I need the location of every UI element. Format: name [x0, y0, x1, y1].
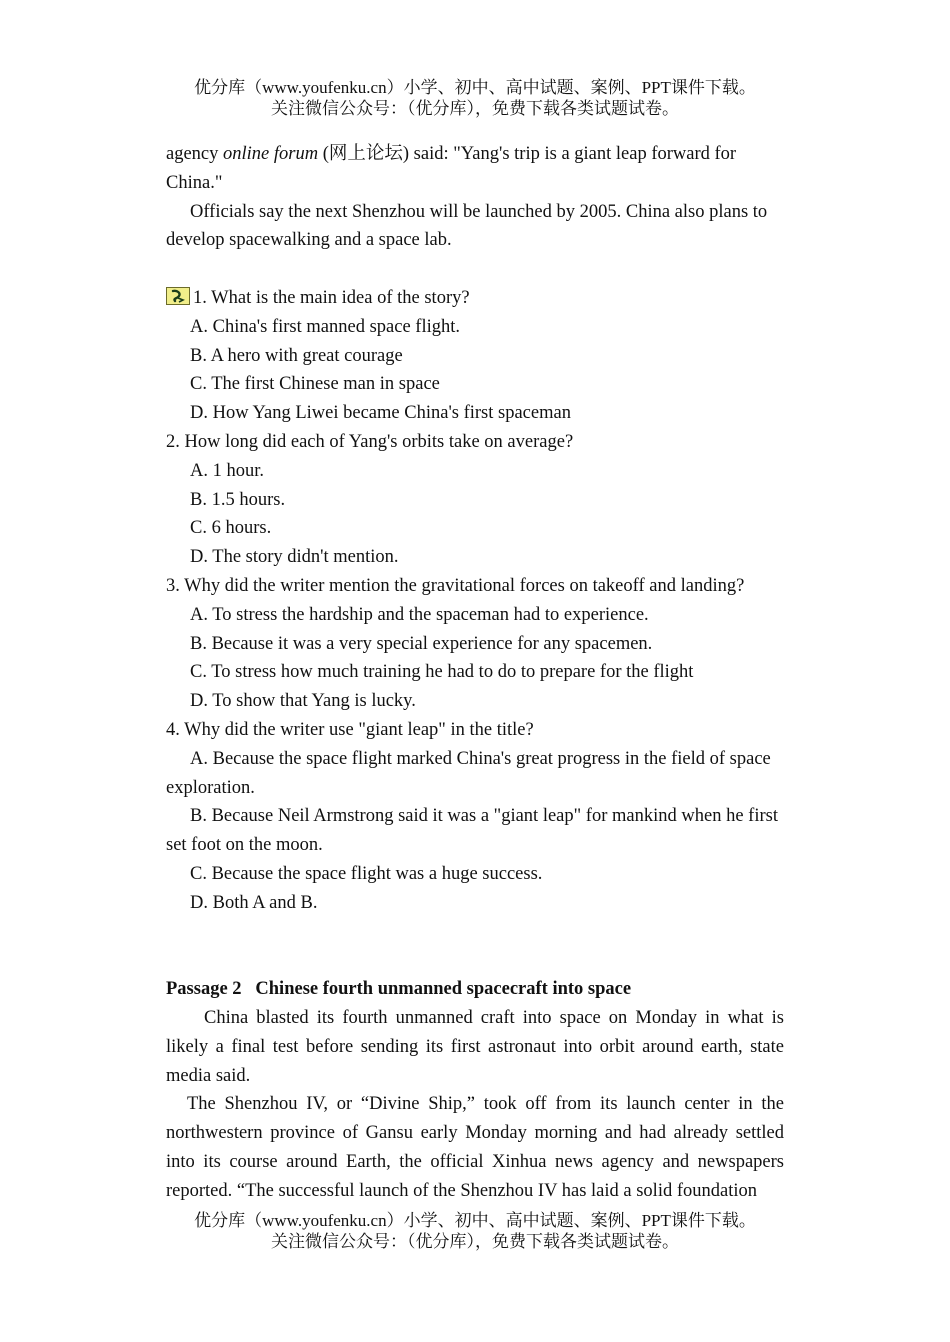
option-d: D. Both A and B.: [190, 892, 318, 913]
spacer: [166, 918, 784, 976]
option-d: D. How Yang Liwei became China's first spaceman: [190, 403, 571, 424]
option-a: A. China's first manned space flight.: [190, 316, 460, 337]
spacer: [166, 255, 784, 284]
passage-2-paragraph-2: The Shenzhou IV, or “Divine Ship,” took off from its launch center in the northwestern province of Gansu early Monday morning and had already settled into its course around Earth, the official Xinhua news agency and newspapers reported. “The successful launch of the Shenzhou IV has laid a solid foundation: [166, 1094, 784, 1201]
option-c: C. The first Chinese man in space: [190, 374, 440, 395]
exercise-marker-icon: [166, 287, 190, 305]
question-stem: 1. What is the main idea of the story?: [166, 284, 784, 313]
page-header: [0, 77, 950, 119]
option-b: B. A hero with great courage: [190, 345, 403, 366]
question-4: [166, 716, 784, 918]
online-forum-term: online forum: [223, 144, 319, 164]
option-a: A. 1 hour.: [190, 460, 264, 481]
question-stem: 3. Why did the writer mention the gravitational forces on takeoff and landing?: [166, 575, 745, 596]
footer-line-1: 优分库（www.youfenku.cn）小学、初中、高中试题、案例、PPT课件下载。: [194, 1211, 756, 1230]
intro-paragraph-2: Officials say the next Shenzhou will be launched by 2005. China also plans to develop spacewalking and a space lab.: [166, 201, 768, 251]
option-a: A. To stress the hardship and the spaceman had to experience.: [190, 604, 649, 625]
option-d: D. To show that Yang is lucky.: [190, 691, 416, 712]
option-b: B. Because Neil Armstrong said it was a "giant leap" for mankind when he first set foot on the moon.: [166, 806, 778, 856]
header-line-2: 关注微信公众号：（优分库），免费下载各类试题试卷。: [271, 99, 679, 118]
question-stem: 2. How long did each of Yang's orbits take on average?: [166, 431, 574, 452]
option-c: C. Because the space flight was a huge success.: [190, 863, 543, 884]
option-c: C. To stress how much training he had to do to prepare for the flight: [190, 662, 694, 683]
option-c: C. 6 hours.: [190, 518, 272, 539]
header-line-1: 优分库（www.youfenku.cn）小学、初中、高中试题、案例、PPT课件下载。: [194, 78, 756, 97]
intro-paragraph-1: agency online forum (网上论坛) said: "Yang's trip is a giant leap forward for China.": [166, 144, 737, 193]
option-d: D. The story didn't mention.: [190, 547, 399, 568]
document-body: [166, 140, 784, 1205]
passage-2-paragraph-1: China blasted its fourth unmanned craft into space on Monday in what is likely a final test before sending its first astronaut into orbit around earth, state media said.: [166, 1007, 784, 1086]
question-2: [166, 428, 784, 572]
passage-2-title: Passage 2 Chinese fourth unmanned spacecraft into space: [166, 979, 632, 1000]
option-b: B. 1.5 hours.: [190, 489, 286, 510]
option-a: A. Because the space flight marked China's great progress in the field of space exploration.: [166, 748, 771, 798]
question-stem: 4. Why did the writer use "giant leap" in the title?: [166, 719, 534, 740]
question-1: [166, 284, 784, 428]
option-b: B. Because it was a very special experience for any spacemen.: [190, 633, 653, 654]
page-footer: [0, 1210, 950, 1252]
footer-line-2: 关注微信公众号：（优分库），免费下载各类试题试卷。: [271, 1232, 679, 1251]
question-3: [166, 572, 784, 716]
